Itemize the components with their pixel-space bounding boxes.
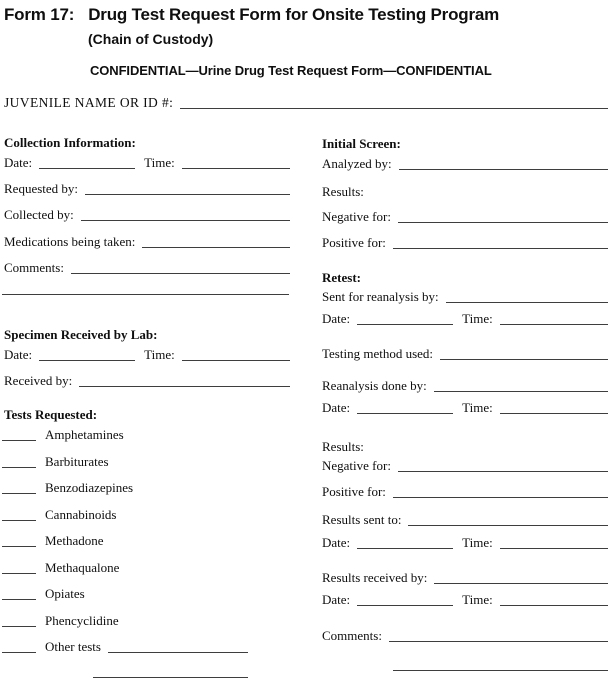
specimen-date-field-line[interactable] — [39, 358, 135, 361]
page-title: Drug Test Request Form for Onsite Testing Program — [88, 5, 500, 24]
results-received-by-row — [322, 567, 608, 584]
other-tests-field-line[interactable] — [108, 650, 248, 653]
reanalysis-done-by-row — [322, 375, 608, 392]
test-checkbox-line-barbiturates[interactable] — [2, 465, 36, 468]
positive-for-label: Positive for: — [322, 235, 386, 250]
time-label: Time: — [462, 400, 493, 415]
collected-by-field-line[interactable] — [81, 218, 290, 221]
test-item-row — [4, 557, 290, 574]
test-checkbox-line-cannabinoids[interactable] — [2, 518, 36, 521]
test-item-row — [4, 504, 290, 521]
test-item-label: Barbiturates — [45, 454, 109, 469]
collection-date-field-line[interactable] — [39, 166, 135, 169]
sent-time-field-line[interactable] — [500, 546, 608, 549]
time-label: Time: — [462, 535, 493, 550]
juvenile-name-field-line[interactable] — [180, 106, 608, 109]
juvenile-name-row — [4, 92, 608, 109]
retest-date-field-line[interactable] — [357, 322, 453, 325]
section-heading-tests-requested: Tests Requested: — [4, 407, 98, 422]
retest-comments-field-line[interactable] — [389, 639, 608, 642]
results-received-by-field-line[interactable] — [434, 581, 608, 584]
collection-comments-field-line[interactable] — [71, 271, 290, 274]
test-item-label: Phencyclidine — [45, 613, 119, 628]
test-item-label: Amphetamines — [45, 427, 124, 442]
time-label: Time: — [144, 155, 175, 170]
collection-comments-row — [4, 257, 290, 274]
retest-negative-field-line[interactable] — [398, 469, 608, 472]
test-checkbox-line-amphetamines[interactable] — [2, 438, 36, 441]
analyzed-by-field-line[interactable] — [399, 167, 608, 170]
test-item-row — [4, 477, 290, 494]
date-label: Date: — [4, 347, 33, 362]
collection-date-time-row — [4, 152, 290, 169]
initial-positive-field-line[interactable] — [393, 246, 608, 249]
results-sent-to-label: Results sent to: — [322, 512, 402, 527]
date-label: Date: — [4, 155, 33, 170]
sent-date-field-line[interactable] — [357, 546, 453, 549]
requested-by-field-line[interactable] — [85, 192, 290, 195]
test-checkbox-line-methadone[interactable] — [2, 544, 36, 547]
date-label: Date: — [322, 592, 351, 607]
negative-for-label: Negative for: — [322, 209, 391, 224]
retest-positive-row — [322, 481, 608, 498]
analyzed-by-row — [322, 153, 608, 170]
section-heading-initial-screen: Initial Screen: — [322, 136, 401, 151]
reanalysis-done-by-field-line[interactable] — [434, 389, 608, 392]
time-label: Time: — [144, 347, 175, 362]
sent-date-time-row — [322, 532, 608, 549]
section-heading-specimen-received: Specimen Received by Lab: — [4, 327, 158, 342]
testing-method-label: Testing method used: — [322, 346, 434, 361]
time-label: Time: — [462, 311, 493, 326]
initial-results-row — [322, 181, 608, 198]
test-checkbox-line-opiates[interactable] — [2, 597, 36, 600]
specimen-date-time-row — [4, 344, 290, 361]
date-label: Date: — [322, 400, 351, 415]
sent-for-reanalysis-label: Sent for reanalysis by: — [322, 289, 439, 304]
medications-row — [4, 231, 290, 248]
form-subtitle: (Chain of Custody) — [88, 31, 214, 47]
results-label: Results: — [322, 184, 364, 199]
sent-for-reanalysis-row — [322, 286, 608, 303]
results-sent-to-row — [322, 509, 608, 526]
initial-negative-row — [322, 206, 608, 223]
retest-results-row — [322, 436, 608, 453]
results-sent-to-field-line[interactable] — [408, 523, 608, 526]
reanalysis-date-time-row — [322, 397, 608, 414]
test-checkbox-line-benzodiazepines[interactable] — [2, 491, 36, 494]
specimen-time-field-line[interactable] — [182, 358, 290, 361]
received-by-row — [4, 370, 290, 387]
time-label: Time: — [462, 592, 493, 607]
retest-comments-row — [322, 625, 608, 642]
test-item-label: Cannabinoids — [45, 507, 117, 522]
retest-time-field-line[interactable] — [500, 322, 608, 325]
negative-for-label: Negative for: — [322, 458, 391, 473]
test-item-label: Opiates — [45, 586, 85, 601]
test-checkbox-line-methaqualone[interactable] — [2, 571, 36, 574]
analyzed-by-label: Analyzed by: — [322, 156, 392, 171]
results-received-by-label: Results received by: — [322, 570, 428, 585]
test-checkbox-line-phencyclidine[interactable] — [2, 624, 36, 627]
test-item-label: Methaqualone — [45, 560, 120, 575]
positive-for-label: Positive for: — [322, 484, 386, 499]
other-tests-continuation-line[interactable] — [93, 677, 248, 678]
form-title-row — [4, 5, 499, 25]
date-label: Date: — [322, 535, 351, 550]
collection-comments-continuation-line[interactable] — [2, 294, 289, 295]
date-label: Date: — [322, 311, 351, 326]
test-item-label: Methadone — [45, 533, 104, 548]
section-heading-retest: Retest: — [322, 270, 361, 285]
other-tests-row — [4, 636, 290, 653]
collected-by-row — [4, 204, 290, 221]
collection-time-field-line[interactable] — [182, 166, 290, 169]
test-item-row — [4, 583, 290, 600]
other-tests-label: Other tests — [45, 639, 101, 654]
test-item-label: Benzodiazepines — [45, 480, 134, 495]
confidential-banner: CONFIDENTIAL—Urine Drug Test Request Form—CONFIDENTIAL — [90, 63, 492, 78]
comments-label: Comments: — [4, 260, 64, 275]
reanalysis-date-field-line[interactable] — [357, 411, 453, 414]
received-by-field-line[interactable] — [79, 384, 290, 387]
requested-by-label: Requested by: — [4, 181, 79, 196]
received-date-field-line[interactable] — [357, 603, 453, 606]
results-label: Results: — [322, 439, 364, 454]
test-item-row — [4, 451, 290, 468]
testing-method-field-line[interactable] — [440, 357, 608, 360]
test-item-row — [4, 530, 290, 547]
initial-negative-field-line[interactable] — [398, 220, 608, 223]
medications-label: Medications being taken: — [4, 234, 136, 249]
retest-date-time-row — [322, 308, 608, 325]
section-heading-collection-information: Collection Information: — [4, 135, 136, 150]
testing-method-row — [322, 343, 608, 360]
comments-label: Comments: — [322, 628, 382, 643]
sent-for-reanalysis-field-line[interactable] — [446, 300, 608, 303]
test-checkbox-line-other-tests[interactable] — [2, 650, 36, 653]
retest-positive-field-line[interactable] — [393, 495, 608, 498]
retest-negative-row — [322, 455, 608, 472]
retest-comments-continuation-line[interactable] — [393, 670, 608, 671]
received-date-time-row — [322, 589, 608, 606]
received-by-label: Received by: — [4, 373, 73, 388]
form-number: Form 17: — [4, 5, 75, 24]
medications-field-line[interactable] — [142, 245, 290, 248]
reanalysis-done-by-label: Reanalysis done by: — [322, 378, 427, 393]
juvenile-name-label: JUVENILE NAME OR ID #: — [4, 94, 174, 110]
test-item-row — [4, 610, 290, 627]
collected-by-label: Collected by: — [4, 207, 74, 222]
received-time-field-line[interactable] — [500, 603, 608, 606]
test-item-row — [4, 424, 290, 441]
initial-positive-row — [322, 232, 608, 249]
requested-by-row — [4, 178, 290, 195]
reanalysis-time-field-line[interactable] — [500, 411, 608, 414]
